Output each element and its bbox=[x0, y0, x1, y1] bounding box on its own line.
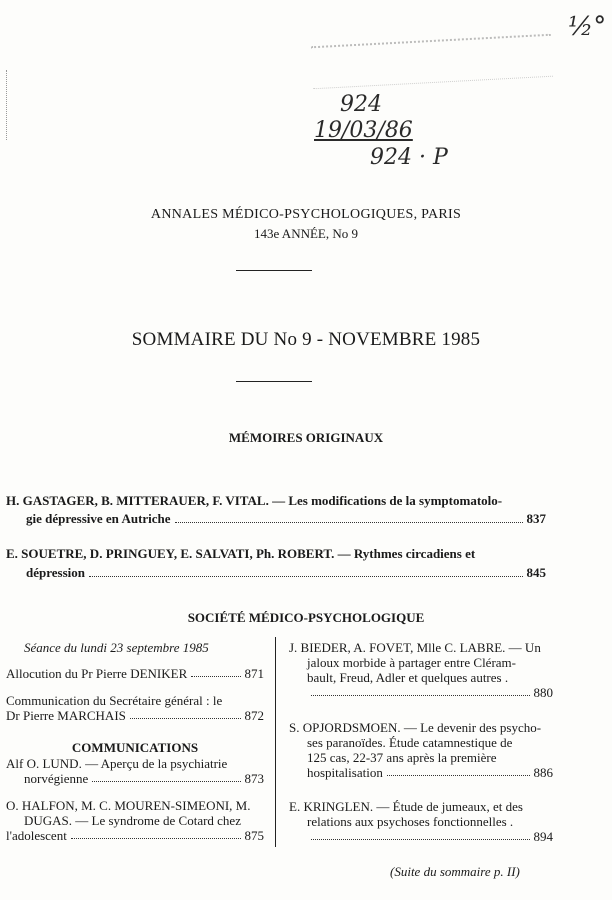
toc-entry-line: J. BIEDER, A. FOVET, Mlle C. LABRE. — Un bbox=[289, 640, 541, 655]
toc-entry-line: dépression bbox=[26, 565, 85, 580]
toc-entry-line: O. HALFON, M. C. MOUREN-SIMEONI, M. bbox=[6, 798, 251, 813]
suite-note: (Suite du sommaire p. II) bbox=[390, 864, 520, 879]
section-heading-societe: SOCIÉTÉ MÉDICO-PSYCHOLOGIQUE bbox=[187, 610, 425, 625]
leader-dots bbox=[92, 780, 240, 782]
page-number: 894 bbox=[533, 829, 553, 844]
toc-entry-line: norvégienne bbox=[24, 771, 89, 786]
toc-entry-line: Allocution du Pr Pierre DENIKER bbox=[6, 666, 188, 681]
divider bbox=[236, 381, 312, 382]
leader-dots bbox=[311, 694, 530, 696]
toc-entry-line: Communication du Secrétaire général : le bbox=[6, 693, 223, 708]
seance-date: Séance du lundi 23 septembre 1985 bbox=[24, 640, 209, 655]
section-heading-memoires: MÉMOIRES ORIGINAUX bbox=[228, 430, 384, 445]
library-stamp bbox=[311, 34, 553, 90]
toc-entry-line: Dr Pierre MARCHAIS bbox=[6, 708, 126, 723]
page-number: 872 bbox=[244, 708, 264, 723]
toc-entry-line: DUGAS. — Le syndrome de Cotard chez bbox=[24, 813, 241, 828]
handwritten-fraction: ½° bbox=[568, 12, 607, 42]
toc-entry-line: jaloux morbide à partager entre Cléram- bbox=[307, 655, 516, 670]
handwritten-number: 924 bbox=[340, 92, 382, 117]
toc-entry-line: hospitalisation bbox=[307, 765, 383, 780]
handwritten-date: 19/03/86 bbox=[314, 118, 413, 143]
toc-entry-line: Alf O. LUND. — Aperçu de la psychiatrie bbox=[6, 756, 228, 771]
page-number: 886 bbox=[533, 765, 553, 780]
page-number: 837 bbox=[526, 511, 546, 526]
toc-entry bbox=[289, 799, 553, 844]
communications-heading: COMMUNICATIONS bbox=[71, 740, 199, 755]
toc-entry-line: ses paranoïdes. Étude catamnestique de bbox=[307, 735, 513, 750]
page-number: 880 bbox=[533, 685, 553, 700]
toc-entry-line: E. KRINGLEN. — Étude de jumeaux, et des bbox=[289, 799, 523, 814]
toc-entry bbox=[6, 666, 264, 681]
journal-issue: 143e ANNÉE, No 9 bbox=[254, 226, 358, 241]
toc-entry-line: relations aux psychoses fonctionnelles . bbox=[307, 814, 514, 829]
toc-entry-line: gie dépressive en Autriche bbox=[26, 511, 171, 526]
toc-entry bbox=[6, 798, 264, 843]
leader-dots bbox=[71, 837, 241, 839]
page-number: 873 bbox=[244, 771, 264, 786]
margin-mark bbox=[6, 70, 8, 140]
toc-entry bbox=[6, 756, 264, 786]
toc-entry bbox=[6, 493, 546, 527]
leader-dots bbox=[311, 838, 530, 840]
toc-entry bbox=[6, 546, 546, 581]
divider bbox=[236, 270, 312, 271]
toc-entry-line: 125 cas, 22-37 ans après la première bbox=[307, 750, 497, 765]
toc-entry bbox=[6, 693, 264, 723]
journal-title: ANNALES MÉDICO-PSYCHOLOGIQUES, PARIS bbox=[150, 207, 462, 222]
toc-entry-line: E. SOUETRE, D. PRINGUEY, E. SALVATI, Ph. ROBERT. — Rythmes circadiens et bbox=[6, 546, 476, 561]
column-divider bbox=[275, 637, 276, 847]
leader-dots bbox=[191, 675, 240, 677]
toc-entry-line: bault, Freud, Adler et quelques autres . bbox=[307, 670, 509, 685]
page-number: 845 bbox=[526, 565, 546, 580]
toc-entry bbox=[289, 640, 553, 700]
page-number: 871 bbox=[244, 666, 264, 681]
page-title: SOMMAIRE DU No 9 - NOVEMBRE 1985 bbox=[131, 329, 481, 350]
toc-entry-line: H. GASTAGER, B. MITTERAUER, F. VITAL. — Les modifications de la symptomatolo- bbox=[6, 493, 503, 508]
leader-dots bbox=[89, 575, 523, 577]
leader-dots bbox=[175, 521, 523, 523]
page-number: 875 bbox=[244, 828, 264, 843]
toc-entry bbox=[289, 720, 553, 780]
leader-dots bbox=[387, 774, 530, 776]
leader-dots bbox=[130, 717, 241, 719]
toc-entry-line: S. OPJORDSMOEN. — Le devenir des psycho- bbox=[289, 720, 542, 735]
toc-entry-line: l'adolescent bbox=[6, 828, 67, 843]
handwritten-reference: 924 · P bbox=[370, 145, 448, 170]
